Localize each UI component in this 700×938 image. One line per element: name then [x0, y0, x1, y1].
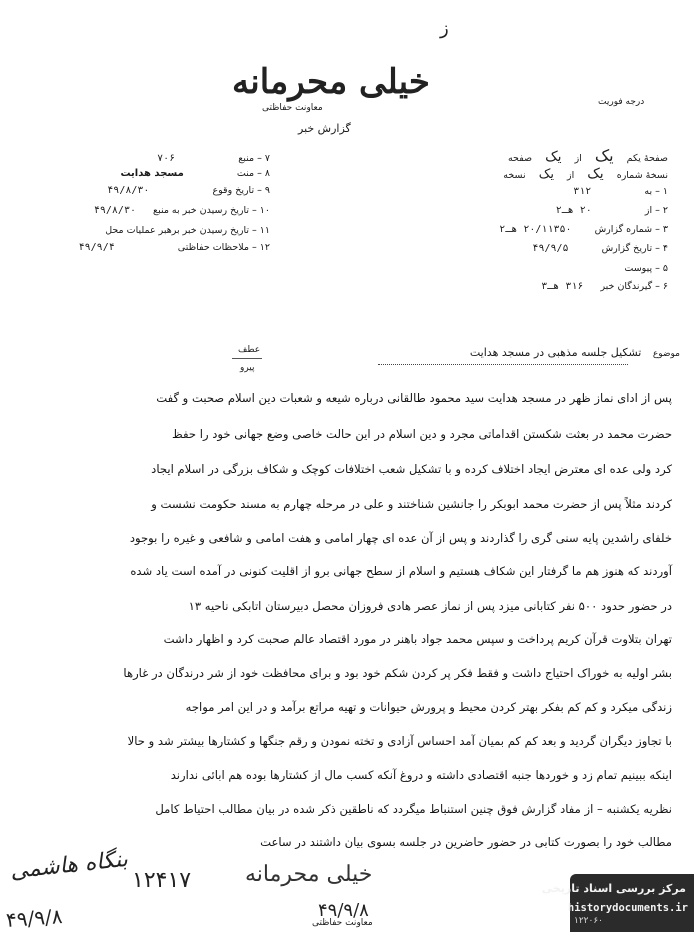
right-field-row	[430, 224, 668, 235]
body-line: زندگی میکرد و کم کم بفکر بهتر کردن محیط و پرورش حیوانات و تهیه مراتع برآمد و در این امر مواجه	[185, 700, 672, 714]
body-line: تهران بتلاوت قرآن کریم پرداخت و سپس محمد جواد باهنر در مورد اقتصاد عالم صحبت کرد و اظهار داشت	[163, 632, 672, 646]
left-field-row	[20, 205, 270, 216]
field-value-2: یک	[538, 167, 554, 182]
left-field-row	[40, 168, 270, 179]
stamp-number: ۱۲۴۱۷	[132, 868, 192, 893]
document-type: گزارش خبر	[298, 122, 351, 135]
issuer-label: معاونت حفاظتی	[262, 103, 323, 113]
field-label: ۱ – به	[644, 186, 668, 197]
letterhead-title: خیلی محرمانه	[232, 62, 430, 102]
body-line: نظریه یکشنبه – از مفاد گزارش فوق چنین استنباط میگردد که ناطقین ذکر شده در بیان مطالب احتیاط کامل	[155, 802, 672, 816]
field-value: ۴۹/۹/۴	[78, 242, 115, 253]
right-field-row	[418, 146, 668, 165]
subject-text: تشکیل جلسه مذهبی در مسجد هدایت	[469, 346, 642, 359]
field-label: صفحهٔ یکم	[626, 153, 668, 164]
field-label: ۹ – تاریخ وقوع	[212, 185, 270, 196]
footer-issuer: معاونت حفاظتی	[312, 918, 373, 928]
field-value: ۲۰/۱۱۳۵۰ هـ۲	[499, 224, 572, 235]
body-line: پس از ادای نماز ظهر در مسجد هدایت سید محمود طالقانی درباره شیعه و شعبات دین اسلام صحبت و گفت	[156, 391, 672, 405]
field-unit: نسخه	[503, 170, 526, 181]
top-mark: ز	[440, 18, 449, 39]
watermark-url: historydocuments.ir	[567, 902, 688, 914]
left-field-row	[20, 242, 270, 253]
field-label: ۸ – منت	[236, 168, 270, 179]
field-label: ۱۰ – تاریخ رسیدن خبر به منبع	[153, 205, 270, 216]
subject-label: موضوع	[652, 349, 680, 359]
field-label: ۳ – شماره گزارش	[594, 224, 668, 235]
body-line: حضرت محمد در بعثت شکستن اقداماتی مجرد و دین اسلام در این حالت خاصی وضع جهانی خود را حفظ	[172, 427, 672, 441]
subject-row	[370, 346, 680, 359]
right-field-row	[430, 281, 668, 292]
footer-code: ۱۲۲۰۶۰	[574, 916, 604, 926]
field-value: مسجد هدایت	[120, 168, 184, 179]
field-value: ۴۹/۹/۵	[532, 243, 569, 254]
field-label: ۲ – از	[644, 205, 668, 216]
watermark-title: مرکز بررسی اسناد تاریخی	[541, 882, 686, 895]
body-line: خلفای راشدین پایه سنی گری را گذاردند و پس از آن عده ای چهار امامی و هفت امامی و شافعی و غیره را بوجود	[129, 531, 672, 545]
body-line: کردند مثلاً پس از حضرت محمد ابوبکر را جانشین شناختند و علی در مرحله چهارم به مسند حکومت نشست و	[151, 497, 672, 511]
field-value: ۷۰۶	[157, 153, 176, 164]
field-unit: صفحه	[507, 153, 533, 164]
field-mid: از	[566, 170, 575, 181]
footer-handwriting: ۴۹/۹/۸	[318, 900, 369, 921]
field-value: ۳۱۶ هـ۳	[541, 281, 584, 292]
field-value-2: یک	[545, 149, 562, 165]
right-field-row	[470, 186, 668, 197]
field-label: نسخهٔ شماره	[616, 170, 668, 181]
reference-divider	[232, 358, 262, 359]
left-field-row	[60, 225, 270, 236]
body-line: در حضور حدود ۵۰۰ نفر کتابانی میزد پس از نماز عصر هادی فروزان محصل دبیرستان اتابکی ناحیه ۱۳	[188, 599, 672, 613]
field-label: ۷ – منبع	[238, 153, 270, 164]
field-value: ۳۱۲	[573, 186, 592, 197]
body-line: با تجاوز دیگران گردید و بعد کم کم بمیان آمد احساس آزادی و تخته نمودن و رقم جنگها و کشتارها بیشتر شد و حالا	[127, 734, 672, 748]
subject-underline	[378, 364, 628, 365]
classification-label: درجه فوریت	[598, 97, 645, 107]
field-label: ۱۲ – ملاحظات حفاظتی	[177, 242, 270, 253]
reference-label-top: عطف	[238, 345, 261, 355]
stamp-text: خیلی محرمانه	[245, 862, 373, 887]
signer-signature: بنگاه هاشمی	[9, 846, 129, 885]
body-line: کرد ولی عده ای معترض ایجاد اختلاف کرده و با تشکیل شعب اختلافات کوچک و شکاف بزرگی در اسلام ایجاد	[151, 462, 672, 476]
right-field-row	[418, 166, 668, 182]
field-value: ۲۰ هـ۲	[555, 205, 592, 216]
field-value: ۴۹/۸/۳۰	[107, 185, 150, 196]
body-line: آوردند که هنوز هم ما گرفتار این شکاف هستیم و اسلام از سطح جهانی برو از اقلیت کنونی در آمده است یاد شده	[130, 564, 672, 578]
right-field-row	[450, 243, 668, 254]
reference-label-bottom: پیرو	[240, 363, 255, 373]
body-line: مطالب خود را بصورت کتابی در حضور حاضرین در جلسه بسوی بیان داشتند در ساعت	[260, 835, 672, 849]
field-label: ۶ – گیرندگان خبر	[600, 281, 668, 292]
field-label: ۵ – پیوست	[624, 263, 668, 274]
body-line: بشر اولیه به خوراک احتیاج داشت و فقط فکر پر کردن شکم خود بود و برای محافظت خود از شر درندگان در غارها	[123, 666, 672, 680]
field-value: یک	[594, 146, 614, 165]
field-label: ۱۱ – تاریخ رسیدن خبر برهبر عملیات محل	[105, 225, 270, 236]
left-field-row	[40, 153, 270, 164]
field-mid: از	[574, 153, 582, 164]
field-label: ۴ – تاریخ گزارش	[601, 243, 668, 254]
left-field-row	[20, 185, 270, 196]
right-field-row	[560, 263, 668, 274]
right-field-row	[470, 205, 668, 216]
body-line: اینکه ببینیم تمام زد و خوردها جنبه اقتصادی داشته و دروغ آنکه کسب مال از کشتارها بوده هم ابائی ندارند	[170, 768, 672, 782]
footer-date: ۴۹/۹/۸	[5, 904, 64, 932]
field-value: ۴۹/۸/۳۰	[93, 205, 136, 216]
field-value: یک	[587, 166, 604, 182]
